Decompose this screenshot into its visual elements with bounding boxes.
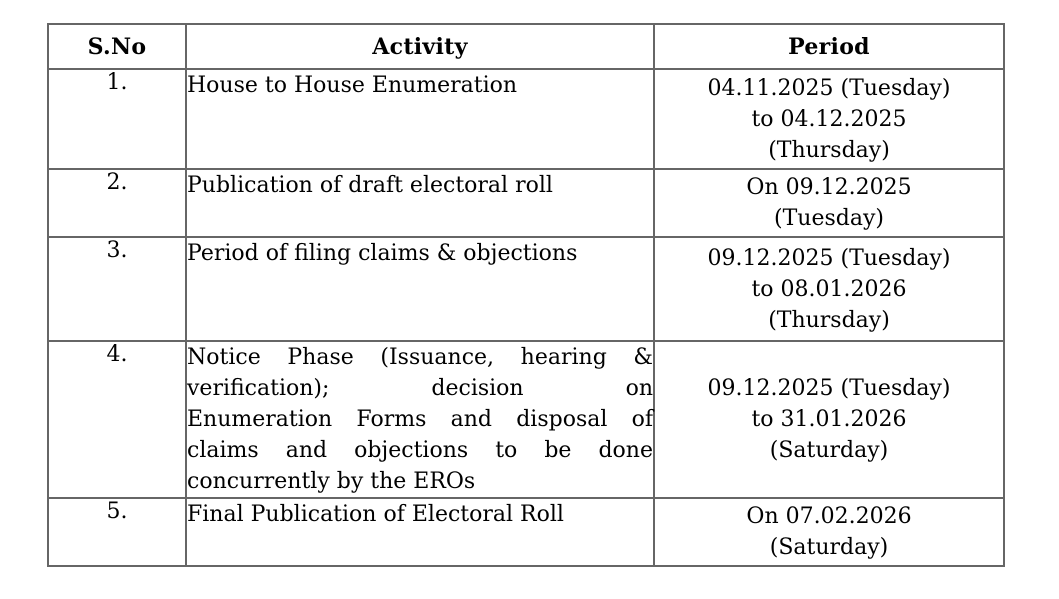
sno-cell: 4. xyxy=(48,341,186,498)
table-row-4 xyxy=(48,341,1004,498)
period-text-line: (Saturday) xyxy=(769,438,889,463)
period-text-line: (Thursday) xyxy=(768,137,890,163)
activity-text-line: Period of filing claims & objections xyxy=(187,241,578,266)
period-cell xyxy=(654,498,1004,566)
sno-cell: 5. xyxy=(48,498,186,566)
period-text-line: (Saturday) xyxy=(769,535,889,560)
period-text-line: to 31.01.2026 xyxy=(751,407,907,432)
header-sno: S.No xyxy=(48,24,186,69)
period-cell xyxy=(654,169,1004,237)
activity-text-line: claims and objections to be done xyxy=(187,438,653,463)
activity-text-line: verification); decision on xyxy=(187,376,653,401)
activity-cell xyxy=(186,341,654,498)
header-period: Period xyxy=(654,24,1004,69)
period-text-line: 09.12.2025 (Tuesday) xyxy=(707,245,951,271)
activity-text-line: Final Publication of Electoral Roll xyxy=(187,502,564,527)
sno-cell: 2. xyxy=(48,169,186,237)
period-text-line: 09.12.2025 (Tuesday) xyxy=(707,376,951,401)
activity-cell xyxy=(186,69,654,169)
period-cell xyxy=(654,341,1004,498)
period-text-line: (Thursday) xyxy=(768,307,890,333)
period-text-line: 04.11.2025 (Tuesday) xyxy=(707,75,951,101)
activity-cell xyxy=(186,498,654,566)
period-text-line: On 07.02.2026 xyxy=(746,504,912,529)
table-row-3 xyxy=(48,237,1004,341)
activity-text-line: Notice Phase (Issuance, hearing & xyxy=(187,345,653,370)
table-header-row xyxy=(48,24,1004,69)
activity-cell xyxy=(186,237,654,341)
activity-text-line: House to House Enumeration xyxy=(187,73,518,98)
activity-text-line: concurrently by the EROs xyxy=(187,469,476,494)
table-row-2 xyxy=(48,169,1004,237)
sno-cell: 1. xyxy=(48,69,186,169)
period-text-line: to 08.01.2026 xyxy=(751,276,907,302)
activity-text-line: Enumeration Forms and disposal of xyxy=(187,407,653,432)
activity-cell xyxy=(186,169,654,237)
period-text-line: On 09.12.2025 xyxy=(746,175,912,200)
period-cell xyxy=(654,237,1004,341)
period-text-line: to 04.12.2025 xyxy=(751,106,907,132)
period-text-line: (Tuesday) xyxy=(774,206,884,231)
activity-text-line: Publication of draft electoral roll xyxy=(187,173,553,198)
schedule-table xyxy=(47,23,1005,567)
header-activity: Activity xyxy=(186,24,654,69)
sno-cell: 3. xyxy=(48,237,186,341)
table-row-5 xyxy=(48,498,1004,566)
period-cell xyxy=(654,69,1004,169)
table-row-1 xyxy=(48,69,1004,169)
